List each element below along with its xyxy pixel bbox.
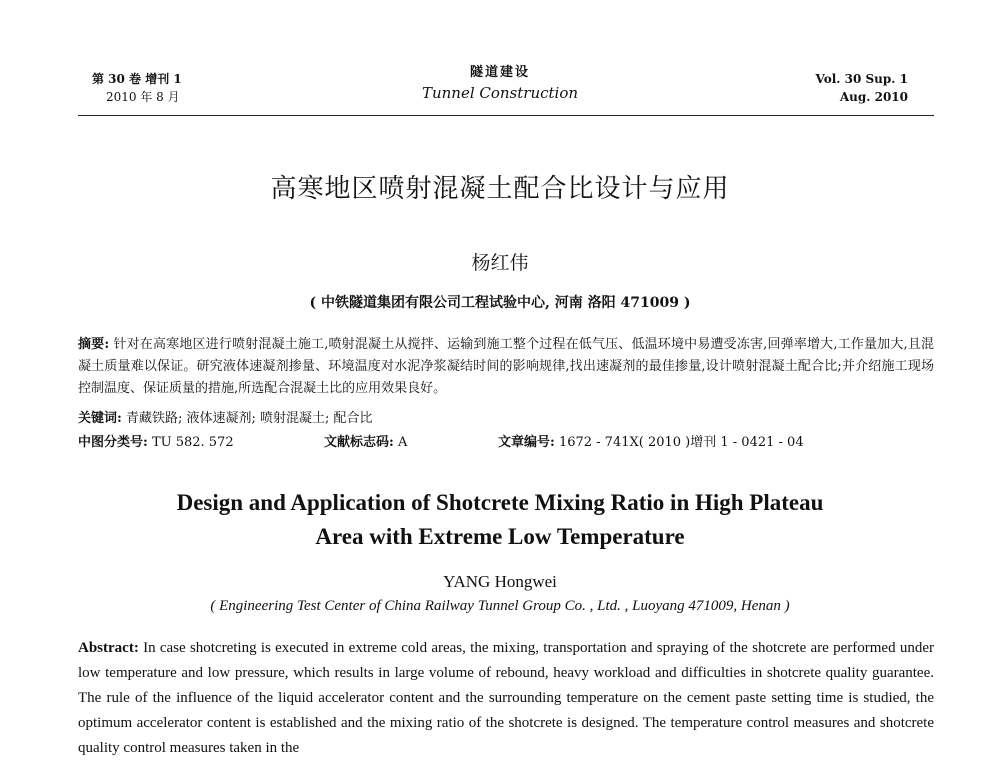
keywords-cn-label: 关键词: — [78, 411, 122, 426]
doc-code-value: A — [393, 435, 408, 450]
article-no-label: 文章编号: — [498, 435, 555, 450]
document-code — [324, 432, 407, 454]
doc-code-label: 文献标志码: — [324, 435, 394, 450]
article-no-value: 1672 - 741X( 2010 )增刊 1 - 0421 - 04 — [554, 435, 804, 450]
abstract-cn-text: 针对在高寒地区进行喷射混凝土施工,喷射混凝土从搅拌、运输到施工整个过程在低气压、低温环境中易遭受冻害,回弹率增大,工作量加大,且混凝土质量难以保证。研究液体速凝剂掺量、环境温度对水泥净浆凝结时间的影响规律,找出速凝剂的最佳掺量,设计喷射混凝土配合比;并介绍施工现场控制温度、保证质量的措施,所选配合混凝土比的应用效果良好。 — [78, 337, 934, 396]
abstract-en — [78, 636, 934, 761]
title-en-line2: Area with Extreme Low Temperature — [315, 524, 685, 549]
keywords-cn — [78, 408, 934, 430]
page-header — [78, 62, 922, 112]
title-en-line1: Design and Application of Shotcrete Mixing Ratio in High Plateau — [176, 490, 824, 515]
abstract-en-label: Abstract: — [78, 640, 139, 656]
affiliation-en: ( Engineering Test Center of China Railway Tunnel Group Co. , Ltd. , Luoyang 471009, Henan ) — [210, 598, 790, 614]
clc-number — [78, 432, 234, 454]
volume-issue-cn: 第 30 卷 增刊 1 — [92, 72, 182, 86]
clc-value: TU 582. 572 — [147, 435, 234, 450]
volume-info-en — [816, 70, 909, 106]
affiliation-cn: ( 中铁隧道集团有限公司工程试验中心, 河南 洛阳 471009 ) — [309, 295, 691, 311]
header-divider — [78, 115, 934, 116]
author-cn: 杨红伟 — [471, 252, 529, 274]
keywords-cn-text: 青藏铁路; 液体速凝剂; 喷射混凝土; 配合比 — [121, 411, 373, 426]
date-cn: 2010 年 8 月 — [106, 90, 180, 104]
author-en: YANG Hongwei — [443, 572, 557, 591]
journal-name-en: Tunnel Construction — [421, 84, 579, 102]
abstract-cn — [78, 334, 934, 400]
article-number — [498, 432, 804, 454]
title-cn: 高寒地区喷射混凝土配合比设计与应用 — [270, 174, 730, 204]
abstract-cn-label: 摘要: — [78, 337, 110, 352]
journal-name — [78, 64, 922, 104]
volume-issue-en: Vol. 30 Sup. 1 — [815, 72, 908, 86]
clc-label: 中图分类号: — [78, 435, 148, 450]
abstract-en-text: In case shotcreting is executed in extreme cold areas, the mixing, transportation and spraying of the shotcrete are performed under low temperature and low pressure, which results in large volume of rebound, heavy workload and difficulties in shotcrete quality guarantee. The rule of the influence of the liquid accelerator content and the surrounding temperature on the cement paste setting time is studied, the optimum accelerator content is established and the mixing ratio of the shotcrete is designed. The temperature control measures and shotcrete quality control measures taken in the — [78, 640, 934, 756]
date-en: Aug. 2010 — [839, 90, 908, 104]
title-en — [100, 486, 900, 554]
journal-name-cn: 隧道建设 — [469, 65, 530, 80]
